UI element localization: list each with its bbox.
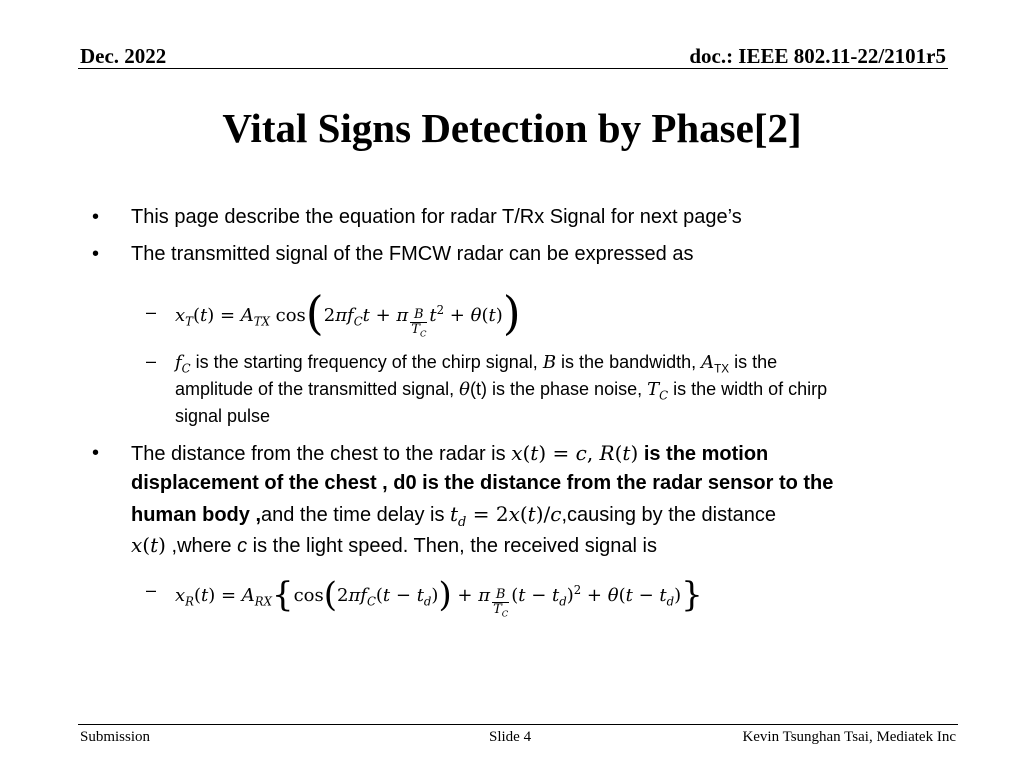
header-date: Dec. 2022	[80, 44, 167, 68]
footer-rule	[78, 724, 958, 725]
footer-slide-number: Slide 4	[489, 729, 532, 745]
bullet-1-text: This page describe the equation for radar T/Rx Signal for next page’s	[131, 206, 742, 228]
symbol-description-line-2: amplitude of the transmitted signal, θ(t) is the phase noise, $T_C$ is the width of chirp	[175, 379, 828, 403]
equation-received-signal: $x_R(t) = A_{RX}\{\cos(2\pi f_C(t - t_d)) + \pi$ $\frac{B}{T_C}$ $(t - t_d)^2 + \theta(t - t_d)$}	[175, 575, 703, 619]
bullet-3-line-4: x(t) ,where c is the light speed. Then, the received signal is	[131, 533, 657, 557]
sub-bullet-dash: –	[146, 580, 157, 600]
bullet-marker: •	[92, 206, 100, 228]
slide-title: Vital Signs Detection by Phase[2]	[222, 105, 802, 151]
bullet-marker: •	[92, 442, 100, 464]
bullet-marker: •	[92, 243, 100, 265]
header-doc-id: doc.: IEEE 802.11-22/2101r5	[689, 44, 946, 68]
sub-bullet-dash: –	[146, 302, 157, 322]
symbol-description-line-1: $f_C$ is the starting frequency of the chirp signal, B is the bandwidth, $A_{TX}$ is the	[175, 352, 778, 376]
footer-submission: Submission	[80, 729, 151, 745]
bullet-3-line-2: displacement of the chest , d0 is the distance from the radar sensor to the	[131, 472, 834, 494]
equation-transmit-signal: $x_T(t) = A_{TX}$ $\cos(2\pi f_Ct + \pi$ $\frac{B}{T_C}$ $t^2 + \theta(t)$)	[175, 286, 521, 340]
sub-bullet-dash: –	[146, 351, 157, 371]
symbol-description-line-3: signal pulse	[175, 406, 271, 426]
footer-author: Kevin Tsunghan Tsai, Mediatek Inc	[742, 729, 956, 745]
bullet-2-text: The transmitted signal of the FMCW radar can be expressed as	[131, 243, 694, 265]
bullet-3-line-3: human body ,and the time delay is $t_d = 2x(t)/c,causing$ by the distance	[131, 502, 777, 530]
bullet-3-line-1: The distance from the chest to the radar is x(t) = c, R(t) is the motion	[131, 441, 769, 465]
